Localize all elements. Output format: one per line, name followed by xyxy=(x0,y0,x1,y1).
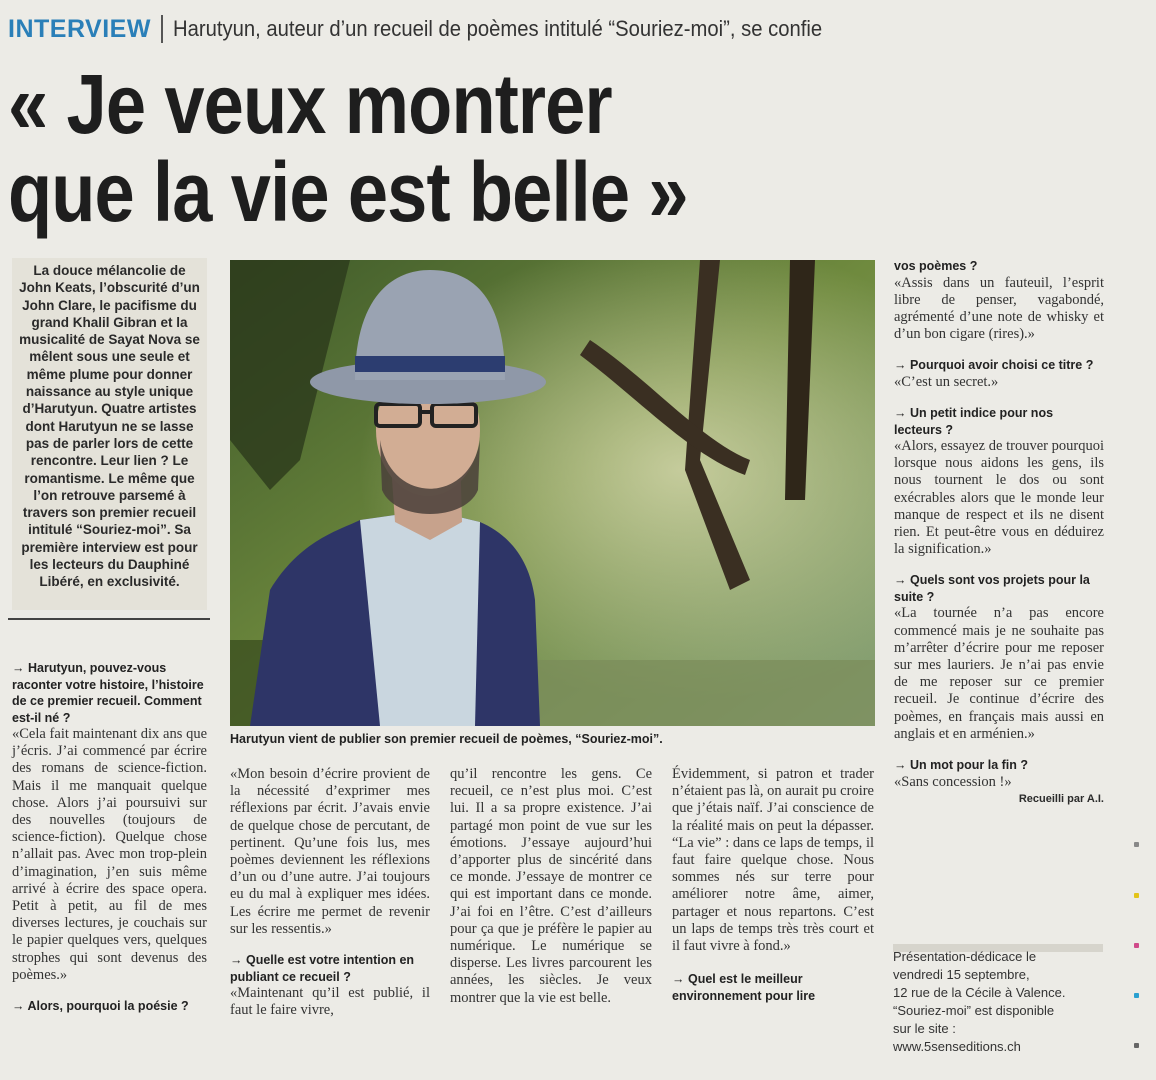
intro-divider xyxy=(8,618,210,620)
text-column-4 xyxy=(672,766,874,1004)
question: → Un petit indice pour nos lecteurs ? xyxy=(894,406,1054,437)
header-row xyxy=(8,12,879,46)
question: → Quelle est votre intention en publiant ce recueil ? xyxy=(230,953,415,984)
print-mark xyxy=(1134,893,1139,898)
question: → Quel est le meilleur environnement pour lire xyxy=(672,972,816,1003)
portrait-photo xyxy=(230,260,875,726)
print-mark xyxy=(1134,842,1139,847)
section-kicker: INTERVIEW xyxy=(8,14,151,43)
answer: «Mon besoin d’écrire provient de la nécessité d’exprimer mes réflexions par écrit. J’avais envie de quelque chose de percutant, de pertinent. Qu’une fois lus, mes poèmes deviennent les réflexions d’un ou d’une autre. J’ai toujours eu du mal à expliquer mes idées. Les écrire me permet de revenir sur les ressentis.» xyxy=(230,766,430,937)
answer: Évidemment, si patron et trader n’étaient pas là, on aurait pu croire que j’étais naïf. J’ai conscience de la réalité mais on peut la dépasser. “La vie” : dans ce laps de temps, il faut faire quelque chose. Nous sommes nés sur terre pour améliorer notre âme, aimer, partager et nous repartons. C’est un laps de temps très très court et il faut vivre à fond.» xyxy=(672,766,874,955)
kicker-separator xyxy=(161,15,163,43)
event-line: vendredi 15 septembre, xyxy=(893,967,1030,982)
answer: «Cela fait maintenant dix ans que j’écris. J’ai commencé par écrire des romans de science-fiction. Mais il me manquait quelque chose. Alors j’ai poursuivi sur des nouvelles (toujours de science-fiction). Quelque chose n’allait pas. Avec mon trop-plein d’imagination, j’en suis même arrivé à écrire des space opera. Petit à petit, au fil de mes diverses lectures, je couchais sur le papier quelques vers, quelques strophes qui sont devenus des poèmes.» xyxy=(12,726,207,983)
interview-credit: Recueilli par A.I. xyxy=(1018,792,1104,805)
headline-line-2: que la vie est belle » xyxy=(8,145,688,239)
text-column-5 xyxy=(894,258,1104,805)
text-column-1 xyxy=(12,660,207,1015)
adjacent-article-bleed xyxy=(906,0,1156,130)
answer: qu’il rencontre les gens. Ce recueil, ce n’est plus moi. C’est lui. Il a sa propre existence. J’ai partagé mon point de vue sur les émotions. J’essaye aujourd’hui d’apporter plus de sincérité dans ce monde. J’essaye de montrer ce qui est important dans ce monde. J’ai foi en l’être. C’est d’ailleurs pour ça que je préfère le papier au numérique. Le numérique se disperse. Les livres parcourent les années, les siècles. Je veux montrer que la vie est belle. xyxy=(450,766,652,1006)
question: → Un mot pour la fin ? xyxy=(894,758,1029,773)
print-mark xyxy=(1134,943,1139,948)
headline xyxy=(8,57,868,239)
answer: «La tournée n’a pas encore commencé mais je ne souhaite pas m’arrêter d’écrire pour me reposer sur mes lauriers. Je n’ai pas envie de me reposer sur ce premier recueil. Je continue d’écrire des poèmes, en français mais aussi en anglais et en arménien.» xyxy=(894,605,1104,742)
answer: «Alors, essayez de trouver pourquoi lorsque nous aidons les gens, ils nous tournent le dos ou sont exécrables alors que le monde leur manque de respect et ils ne disent rien. Et peut-être vous en déduirez la signification.» xyxy=(894,438,1104,558)
event-line: sur le site : xyxy=(893,1021,956,1036)
event-line: 12 rue de la Cécile à Valence. xyxy=(893,985,1066,1000)
subheadline: Harutyun, auteur d’un recueil de poèmes intitulé “Souriez-moi”, se confie xyxy=(172,16,823,41)
question: → Alors, pourquoi la poésie ? xyxy=(12,999,189,1014)
intro-text: La douce mélancolie de John Keats, l’obscurité d’un John Clare, le pacifisme du grand Khalil Gibran et la musicalité de Sayat Nova se mêlent sous une seule et même plume pour donner naissance au style unique d’Harutyun. Quatre artistes dont Harutyun ne se lasse pas de parler lors de cette rencontre. Leur lien ? Le romantisme. Le même que l’on retrouve parsemé à travers son premier recueil intitulé “Souriez-moi”. Sa première interview est pour les lecteurs du Dauphiné Libéré, en exclusivité. xyxy=(19,263,200,590)
headline-line-1: « Je veux montrer xyxy=(8,57,612,151)
intro-box xyxy=(12,258,207,610)
event-website-link[interactable]: www.5senseditions.ch xyxy=(893,1039,1021,1054)
print-mark xyxy=(1134,993,1139,998)
text-column-3 xyxy=(450,766,652,1007)
print-mark xyxy=(1134,1043,1139,1048)
answer: «Maintenant qu’il est publié, il faut le faire vivre, xyxy=(230,985,430,1019)
photo-caption: Harutyun vient de publier son premier recueil de poèmes, “Souriez-moi”. xyxy=(230,732,663,746)
question: → Harutyun, pouvez-vous raconter votre histoire, l’histoire de ce premier recueil. Comment est-il né ? xyxy=(12,661,204,725)
text-column-2 xyxy=(230,766,430,1019)
event-info-box xyxy=(893,948,1103,1056)
event-line: “Souriez-moi” est disponible xyxy=(893,1003,1055,1018)
answer: «Assis dans un fauteuil, l’esprit libre de penser, vagabondé, agrémenté d’une note de whisky et d’un bon cigare (rires).» xyxy=(894,274,1104,343)
question: → Quels sont vos projets pour la suite ? xyxy=(894,573,1090,604)
question: → Pourquoi avoir choisi ce titre ? xyxy=(894,358,1094,373)
answer: «C’est un secret.» xyxy=(894,373,999,390)
portrait-photo-illustration xyxy=(230,260,875,726)
question: vos poèmes ? xyxy=(894,259,978,273)
event-line: Présentation-dédicace le xyxy=(893,949,1037,964)
answer: «Sans concession !» xyxy=(894,773,1012,790)
